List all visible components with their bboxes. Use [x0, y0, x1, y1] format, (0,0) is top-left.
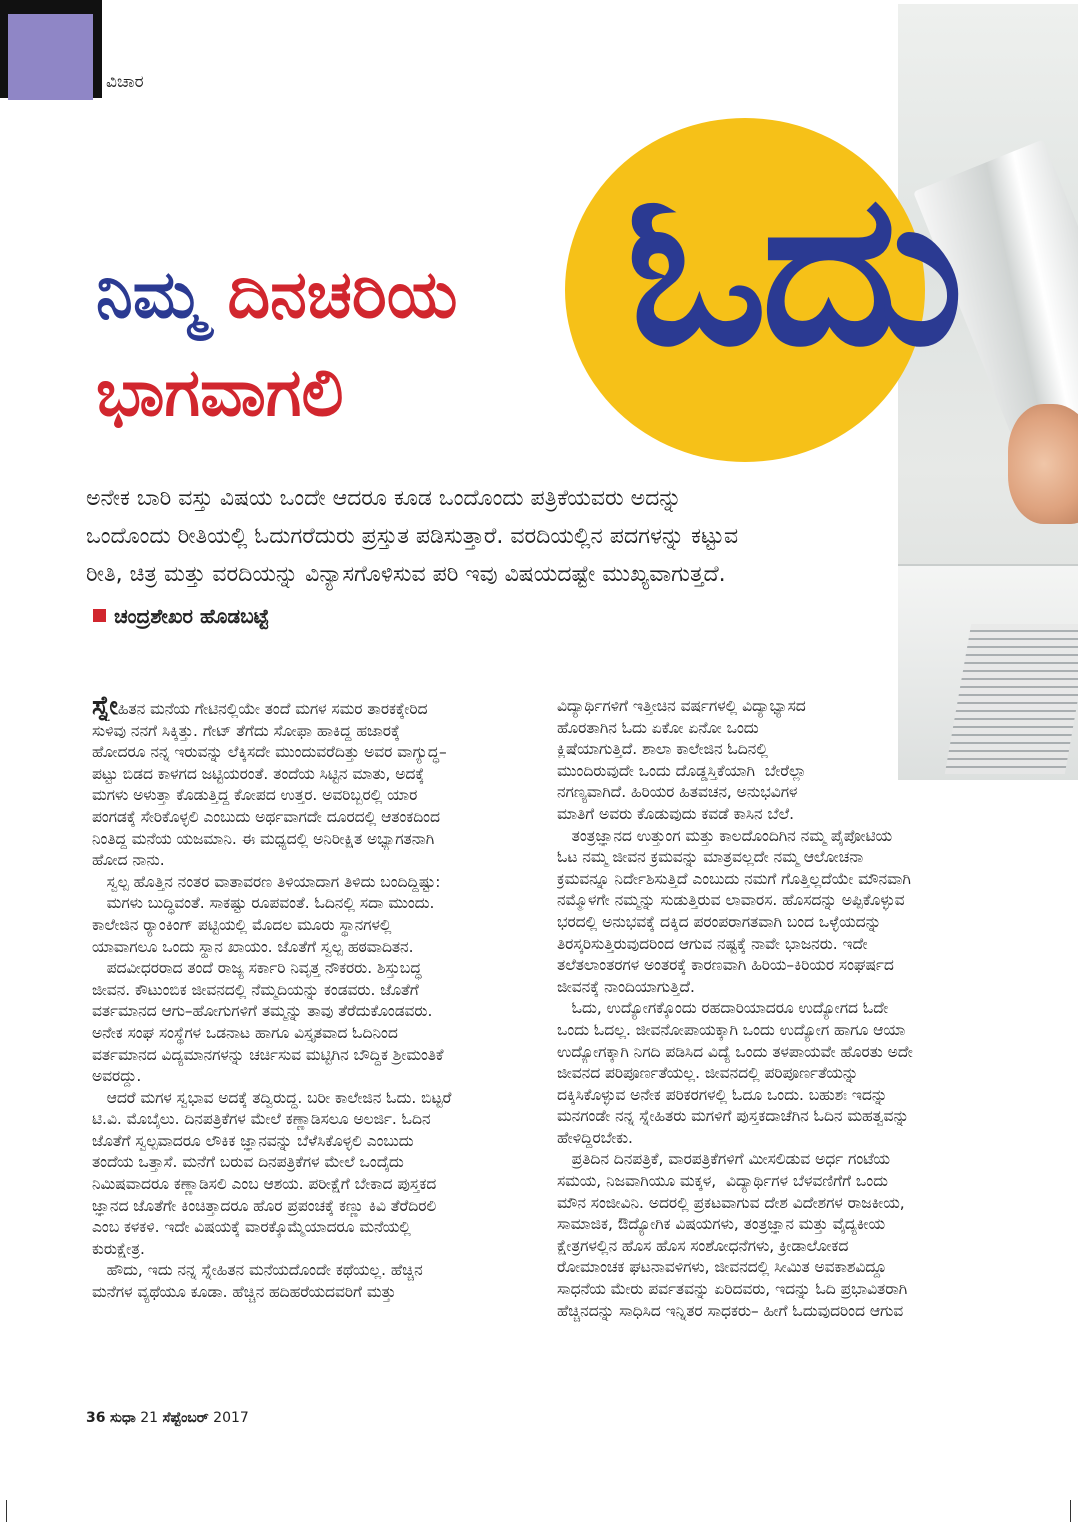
body-text: ಎಂಬ ಕಳಕಳಿ. ಇದೇ ವಿಷಯಕ್ಕೆ ವಾರಕ್ಕೊಮ್ಮೆಯಾದರೂ ಮನೆಯಲ್ಲಿ	[92, 1218, 411, 1237]
body-text-line	[557, 1063, 977, 1085]
body-text: ಮಗಳು ಬುದ್ಧಿವಂತೆ. ಸಾಕಷ್ಟು ರೂಪವಂತೆ. ಓದಿನಲ್ಲಿ ಸದಾ ಮುಂದು.	[92, 894, 435, 913]
body-text: ಸಾಮಾಜಿಕ, ಔದ್ಯೋಗಿಕ ವಿಷಯಗಳು, ತಂತ್ರಜ್ಞಾನ ಮತ್ತು ವೈದ್ಯಕೀಯ	[557, 1215, 885, 1234]
body-text: ಓಟ ನಮ್ಮ ಜೀವನ ಕ್ರಮವನ್ನು ಮಾತ್ರವಲ್ಲದೇ ನಮ್ಮ ಆಲೋಚನಾ	[557, 848, 864, 867]
body-text-line	[92, 1045, 524, 1067]
body-text-line	[557, 1214, 977, 1236]
body-text: ಉದ್ಯೋಗಕ್ಕಾಗಿ ನಿಗದಿ ಪಡಿಸಿದ ವಿದ್ಯೆ ಒಂದು ತಳಪಾಯವೇ ಹೊರತು ಅದೇ	[557, 1042, 913, 1061]
body-text: ಕ್ಷೇತ್ರಗಳಲ್ಲಿನ ಹೊಸ ಹೊಸ ಸಂಶೋಧನೆಗಳು, ಕ್ರೀಡಾಲೋಕದ	[557, 1236, 849, 1255]
body-text: ತಂತ್ರಜ್ಞಾನದ ಉತ್ತುಂಗ ಮತ್ತು ಕಾಲದೊಂದಿಗಿನ ನಮ್ಮ ಪೈಪೋಟಿಯ	[557, 826, 893, 845]
body-text: ಮಗಳು ಅಳುತ್ತಾ ಕೊಡುತ್ತಿದ್ದ ಕೋಪದ ಉತ್ತರ. ಅವರಿಬ್ಬರಲ್ಲಿ ಯಾರ	[92, 786, 418, 805]
body-text: ರೋಮಾಂಚಕ ಘಟನಾವಳಿಗಳು, ಜೀವನದಲ್ಲಿ ಸೀಮಿತ ಅವಕಾಶವಿದ್ದೂ	[557, 1258, 887, 1277]
body-text-line	[92, 1023, 524, 1045]
body-text: ಹೆಚ್ಚಿನದನ್ನು ಸಾಧಿಸಿದ ಇನ್ನಿತರ ಸಾಧಕರು– ಹೀಗೆ ಓದುವುದರಿಂದ ಆಗುವ	[557, 1301, 904, 1320]
body-text-line	[92, 872, 524, 894]
body-text-line	[557, 847, 977, 869]
body-text-line	[92, 807, 524, 829]
body-text: ಕುರುಕ್ಷೇತ್ರ.	[92, 1239, 145, 1258]
body-text: ಸ್ವಲ್ಪ ಹೊತ್ತಿನ ನಂತರ ವಾತಾವರಣ ತಿಳಿಯಾದಾಗ ತಿಳಿದು ಬಂದಿದ್ದಿಷ್ಟು:	[92, 872, 441, 891]
body-text: ನಗಣ್ಯವಾಗಿದೆ. ಹಿರಿಯರ ಹಿತವಚನ, ಅನುಭವಿಗಳ	[557, 783, 798, 802]
body-text-line	[557, 934, 977, 956]
body-text: ಮಾತಿಗೆ ಅವರು ಕೊಡುವುದು ಕವಡೆ ಕಾಸಿನ ಬೆಲೆ.	[557, 804, 795, 823]
body-text: ಭರದಲ್ಲಿ ಅನುಭವಕ್ಕೆ ದಕ್ಕಿದ ಪರಂಪರಾಗತವಾಗಿ ಬಂದ ಒಳ್ಳೆಯದನ್ನು	[557, 912, 882, 931]
body-text-line	[557, 761, 977, 783]
body-text: ಟಿ.ವಿ. ಮೊಬೈಲು. ದಿನಪತ್ರಿಕೆಗಳ ಮೇಲೆ ಕಣ್ಣಾಡಿಸಲೂ ಅಲರ್ಜಿ. ಓದಿನ	[92, 1110, 431, 1129]
body-text-line	[92, 721, 524, 743]
body-text-line	[557, 998, 977, 1020]
standfirst-line: ರೀತಿ, ಚಿತ್ರ ಮತ್ತು ವರದಿಯನ್ನು ವಿನ್ಯಾಸಗೊಳಿಸುವ ಪರಿ ಇವು ವಿಷಯದಷ್ಟೇ ಮುಖ್ಯವಾಗುತ್ತದೆ.	[86, 562, 726, 587]
body-text: ಹೊರತಾಗಿನ ಓದು ಏಕೋ ಏನೋ ಒಂದು	[557, 718, 759, 737]
section-tab-color-block	[8, 14, 93, 100]
body-text-line	[92, 1131, 524, 1153]
body-text: ವರ್ತಮಾನದ ವಿದ್ಯಮಾನಗಳನ್ನು ಚರ್ಚಿಸುವ ಮಟ್ಟಿಗಿನ ಬೌದ್ಧಿಕ ಶ್ರೀಮಂತಿಕೆ	[92, 1045, 444, 1064]
body-text: ತಿರಸ್ಕರಿಸುತ್ತಿರುವುದರಿಂದ ಆಗುವ ನಷ್ಟಕ್ಕೆ ನಾವೇ ಭಾಜನರು. ಇದೇ	[557, 934, 868, 953]
headline-word-nimma: ನಿಮ್ಮ	[96, 256, 205, 333]
body-text-line	[557, 912, 977, 934]
body-text-line	[557, 696, 977, 718]
body-text: ವರ್ತಮಾನದ ಆಗು–ಹೋಗುಗಳಿಗೆ ತಮ್ಮನ್ನು ತಾವು ತೆರೆದುಕೊಂಡವರು.	[92, 1002, 433, 1021]
body-text-line	[92, 850, 524, 872]
issue-year: 2017	[213, 1410, 249, 1426]
byline-marker-icon	[93, 609, 106, 622]
byline	[93, 604, 269, 628]
body-text: ತಲೆತಲಾಂತರಗಳ ಅಂತರಕ್ಕೆ ಕಾರಣವಾಗಿ ಹಿರಿಯ–ಕಿರಿಯರ ಸಂಘರ್ಷದ	[557, 956, 894, 975]
standfirst-line: ಅನೇಕ ಬಾರಿ ವಸ್ತು ವಿಷಯ ಒಂದೇ ಆದರೂ ಕೂಡ ಒಂದೊಂದು ಪತ್ರಿಕೆಯವರು ಅದನ್ನು	[86, 486, 682, 511]
headline-word-dinachariya: ದಿನಚರಿಯ	[227, 256, 458, 333]
body-text-line	[557, 826, 977, 848]
body-text: ಮೌನ ಸಂಜೀವಿನಿ. ಅದರಲ್ಲಿ ಪ್ರಕಟವಾಗುವ ದೇಶ ವಿದೇಶಗಳ ರಾಜಕೀಯ,	[557, 1193, 905, 1212]
body-text: ಪದವೀಧರರಾದ ತಂದೆ ರಾಜ್ಯ ಸರ್ಕಾರಿ ನಿವೃತ್ತ ನೌಕರರು. ಶಿಸ್ತುಬದ್ಧ	[92, 959, 422, 978]
body-text-line	[92, 696, 524, 721]
body-text: ಮುಂದಿರುವುದೇ ಒಂದು ದೊಡ್ಡಸ್ತಿಕೆಯಾಗಿ ಬೇರೆಲ್ಲಾ	[557, 761, 807, 780]
magazine-name: ಸುಧಾ	[109, 1410, 136, 1426]
body-text-line	[92, 1282, 524, 1304]
standfirst-line: ಒಂದೊಂದು ರೀತಿಯಲ್ಲಿ ಓದುಗರೆದುರು ಪ್ರಸ್ತುತ ಪಡಿಸುತ್ತಾರೆ. ವರದಿಯಲ್ಲಿನ ಪದಗಳನ್ನು ಕಟ್ಟುವ	[86, 524, 739, 549]
body-text-line	[557, 1301, 977, 1323]
body-text: ಒಂದು ಓದಲ್ಲ. ಜೀವನೋಪಾಯಕ್ಕಾಗಿ ಒಂದು ಉದ್ಯೋಗ ಹಾಗೂ ಆಯಾ	[557, 1020, 906, 1039]
body-text: ನಿಮಿಷವಾದರೂ ಕಣ್ಣಾಡಿಸಲಿ ಎಂಬ ಆಶಯ. ಪರೀಕ್ಷೆಗೆ ಬೇಕಾದ ಪುಸ್ತಕದ	[92, 1175, 437, 1194]
issue-day: 21	[140, 1410, 159, 1426]
page-footer	[86, 1410, 249, 1426]
body-text-line	[557, 955, 977, 977]
body-text-line	[92, 1239, 524, 1261]
body-text-line	[557, 1236, 977, 1258]
body-text: ಜೀವನಕ್ಕೆ ನಾಂದಿಯಾಗುತ್ತಿದೆ.	[557, 977, 695, 996]
body-column-right	[557, 696, 977, 1322]
body-text-line	[92, 829, 524, 851]
body-text: ಸಮಯ, ನಿಜವಾಗಿಯೂ ಮಕ್ಕಳ, ವಿದ್ಯಾರ್ಥಿಗಳ ಬೆಳವಣಿಗೆಗೆ ಒಂದು	[557, 1172, 888, 1191]
body-text-line	[92, 1217, 524, 1239]
body-text: ತಂದೆಯ ಒತ್ತಾಸೆ. ಮನೆಗೆ ಬರುವ ದಿನಪತ್ರಿಕೆಗಳ ಮೇಲೆ ಒಂದೈದು	[92, 1153, 404, 1172]
body-text: ಯಾವಾಗಲೂ ಒಂದು ಸ್ಥಾನ ಖಾಯಂ. ಜೊತೆಗೆ ಸ್ವಲ್ಪ ಹಠವಾದಿತನ.	[92, 937, 414, 956]
body-text: ಕ್ರಮವನ್ನೂ ನಿರ್ದೇಶಿಸುತ್ತಿದೆ ಎಂಬುದು ನಮಗೆ ಗೊತ್ತಿಲ್ಲದೆಯೇ ಮೌನವಾಗಿ	[557, 869, 911, 888]
body-text-line	[557, 1085, 977, 1107]
body-text: ಹೌದು, ಇದು ನನ್ನ ಸ್ನೇಹಿತನ ಮನೆಯದೊಂದೇ ಕಥೆಯಲ್ಲ. ಹೆಚ್ಚಿನ	[92, 1261, 423, 1280]
body-text: ದಕ್ಕಿಸಿಕೊಳ್ಳುವ ಅನೇಕ ಪರಿಕರಗಳಲ್ಲಿ ಓದೂ ಒಂದು. ಬಹುಶಃ ಇದನ್ನು	[557, 1085, 888, 1104]
body-text-line	[557, 1149, 977, 1171]
body-text-line	[92, 1088, 524, 1110]
body-text-line	[92, 1109, 524, 1131]
body-text-line	[557, 1171, 977, 1193]
body-text-line	[92, 1196, 524, 1218]
body-text-line	[557, 1042, 977, 1064]
body-text: ಅನೇಕ ಸಂಘ ಸಂಸ್ಥೆಗಳ ಒಡನಾಟ ಹಾಗೂ ವಿಸ್ತೃತವಾದ ಓದಿನಿಂದ	[92, 1023, 398, 1042]
crop-mark	[1070, 1500, 1071, 1522]
hand-image	[1008, 404, 1078, 524]
body-text-line	[92, 742, 524, 764]
body-text: ಜ್ಞಾನದ ಜೊತೆಗೇ ಕಿಂಚಿತ್ತಾದರೂ ಹೊರ ಪ್ರಪಂಚಕ್ಕೆ ಕಣ್ಣು ಕಿವಿ ತೆರೆದಿರಲಿ	[92, 1196, 437, 1215]
body-text-line	[92, 1174, 524, 1196]
body-text-line	[557, 1193, 977, 1215]
body-text-line	[92, 937, 524, 959]
body-text-line	[92, 893, 524, 915]
body-text-line	[557, 977, 977, 999]
body-text-line	[557, 1128, 977, 1150]
body-text-line	[92, 1066, 524, 1088]
body-text-line	[92, 980, 524, 1002]
section-label: ವಿಚಾರ	[106, 72, 144, 92]
body-text: ಹಿತನ ಮನೆಯ ಗೇಟಿನಲ್ಲಿಯೇ ತಂದೆ ಮಗಳ ಸಮರ ತಾರಕಕ್ಕೇರಿದ	[117, 700, 428, 718]
body-text: ಮನಗಂಡೇ ನನ್ನ ಸ್ನೇಹಿತರು ಮಗಳಿಗೆ ಪುಸ್ತಕದಾಚೆಗಿನ ಓದಿನ ಮಹತ್ವವನ್ನು	[557, 1107, 909, 1126]
body-text: ಪ್ರತಿದಿನ ದಿನಪತ್ರಿಕೆ, ವಾರಪತ್ರಿಕೆಗಳಿಗೆ ಮೀಸಲಿಡುವ ಅರ್ಧ ಗಂಟೆಯ	[557, 1150, 890, 1169]
body-text: ಅವರದ್ದು.	[92, 1067, 142, 1086]
body-text: ಓದು, ಉದ್ಯೋಗಕ್ಕೊಂದು ರಹದಾರಿಯಾದರೂ ಉದ್ಯೋಗದ ಓದೇ	[557, 999, 889, 1018]
issue-month: ಸೆಪ್ಟೆಂಬರ್	[162, 1410, 209, 1426]
body-text: ಹೋದ ನಾನು.	[92, 851, 165, 870]
body-text-line	[92, 1152, 524, 1174]
body-text-line	[557, 718, 977, 740]
body-text-line	[557, 869, 977, 891]
body-text: ನಮ್ಮೊಳಗೇ ನಮ್ಮನ್ನು ಸುಡುತ್ತಿರುವ ಲಾವಾರಸ. ಹೊಸದನ್ನು ಅಪ್ಪಿಕೊಳ್ಳುವ	[557, 891, 905, 910]
body-text-line	[557, 782, 977, 804]
body-text: ಕಾಲೇಜಿನ ರ‍್ಯಾಂಕಿಂಗ್ ಪಟ್ಟಿಯಲ್ಲಿ ಮೊದಲ ಮೂರು ಸ್ಥಾನಗಳಲ್ಲಿ	[92, 915, 392, 934]
body-text: ಪಂಗಡಕ್ಕೆ ಸೇರಿಕೊಳ್ಳಲಿ ಎಂಬುದು ಅರ್ಥವಾಗದೇ ದೂರದಲ್ಲಿ ಆತಂಕದಿಂದ	[92, 807, 440, 826]
body-text: ವಿದ್ಯಾರ್ಥಿಗಳಿಗೆ ಇತ್ತೀಚಿನ ವರ್ಷಗಳಲ್ಲಿ ವಿದ್ಯಾಭ್ಯಾಸದ	[557, 697, 806, 715]
body-text: ಜೊತೆಗೆ ಸ್ವಲ್ಪವಾದರೂ ಲೌಕಿಕ ಜ್ಞಾನವನ್ನು ಬೆಳೆಸಿಕೊಳ್ಳಲಿ ಎಂಬುದು	[92, 1131, 414, 1150]
author-name: ಚಂದ್ರಶೇಖರ ಹೊಡಬಟ್ಟೆ	[114, 604, 269, 628]
body-text-line	[557, 1106, 977, 1128]
drop-cap: ಸ್ನೇ	[92, 696, 118, 721]
body-text: ಜೀವನದ ಪರಿಪೂರ್ಣತೆಯಲ್ಲ. ಜೀವನದಲ್ಲಿ ಪರಿಪೂರ್ಣತೆಯನ್ನು	[557, 1064, 859, 1083]
body-text-line	[557, 1020, 977, 1042]
body-text-line	[557, 1257, 977, 1279]
body-text: ಹೇಳಿದ್ದಿರಬೇಕು.	[557, 1128, 633, 1147]
body-column-left	[92, 696, 524, 1304]
body-text-line	[92, 785, 524, 807]
body-text: ಹೋದರೂ ನನ್ನ ಇರುವನ್ನು ಲೆಕ್ಕಿಸದೇ ಮುಂದುವರೆದಿತ್ತು ಅವರ ವಾಗ್ಯುದ್ಧ–	[92, 743, 447, 762]
body-text: ಸಾಧನೆಯ ಮೇರು ಪರ್ವತವನ್ನು ಏರಿದವರು, ಇದನ್ನು ಓದಿ ಪ್ರಭಾವಿತರಾಗಿ	[557, 1280, 908, 1299]
body-text-line	[92, 1001, 524, 1023]
standfirst	[86, 480, 886, 594]
body-text: ಮನೆಗಳ ವ್ಯಥೆಯೂ ಕೂಡಾ. ಹೆಚ್ಚಿನ ಹದಿಹರೆಯದವರಿಗೆ ಮತ್ತು	[92, 1283, 396, 1302]
page-number: 36	[86, 1410, 106, 1426]
headline-line-1	[96, 256, 458, 333]
body-text: ಪಟ್ಟು ಬಿಡದ ಕಾಳಗದ ಜಟ್ಟಿಯರಂತೆ. ತಂದೆಯ ಸಿಟ್ಟಿನ ಮಾತು, ಅದಕ್ಕೆ	[92, 764, 425, 783]
headline-big-word: ಓದು	[626, 147, 958, 392]
body-text-line	[92, 764, 524, 786]
body-text-line	[92, 915, 524, 937]
body-text: ಕ್ಲಿಷೆಯಾಗುತ್ತಿದೆ. ಶಾಲಾ ಕಾಲೇಜಿನ ಓದಿನಲ್ಲಿ	[557, 740, 768, 759]
crop-mark	[6, 1500, 7, 1522]
body-text: ಸುಳಿವು ನನಗೆ ಸಿಕ್ಕಿತ್ತು. ಗೇಟ್ ತೆಗೆದು ಸೋಫಾ ಹಾಕಿದ್ದ ಹಜಾರಕ್ಕೆ	[92, 721, 400, 740]
body-text-line	[557, 804, 977, 826]
body-text: ಆದರೆ ಮಗಳ ಸ್ವಭಾವ ಅದಕ್ಕೆ ತದ್ವಿರುದ್ಧ. ಬರೀ ಕಾಲೇಜಿನ ಓದು. ಬಿಟ್ಟರೆ	[92, 1088, 452, 1107]
body-text-line	[92, 958, 524, 980]
body-text-line	[557, 1279, 977, 1301]
body-text-line	[92, 1260, 524, 1282]
body-text: ಜೀವನ. ಕೌಟುಂಬಿಕ ಜೀವನದಲ್ಲಿ ನೆಮ್ಮದಿಯನ್ನು ಕಂಡವರು. ಜೊತೆಗೆ	[92, 980, 419, 999]
body-text-line	[557, 739, 977, 761]
body-text-line	[557, 890, 977, 912]
body-text: ನಿಂತಿದ್ದ ಮನೆಯ ಯಜಮಾನಿ. ಈ ಮಧ್ಯದಲ್ಲಿ ಅನಿರೀಕ್ಷಿತ ಅಭ್ಯಾಗತನಾಗಿ	[92, 829, 435, 848]
headline-line-2: ಭಾಗವಾಗಲಿ	[96, 354, 344, 431]
